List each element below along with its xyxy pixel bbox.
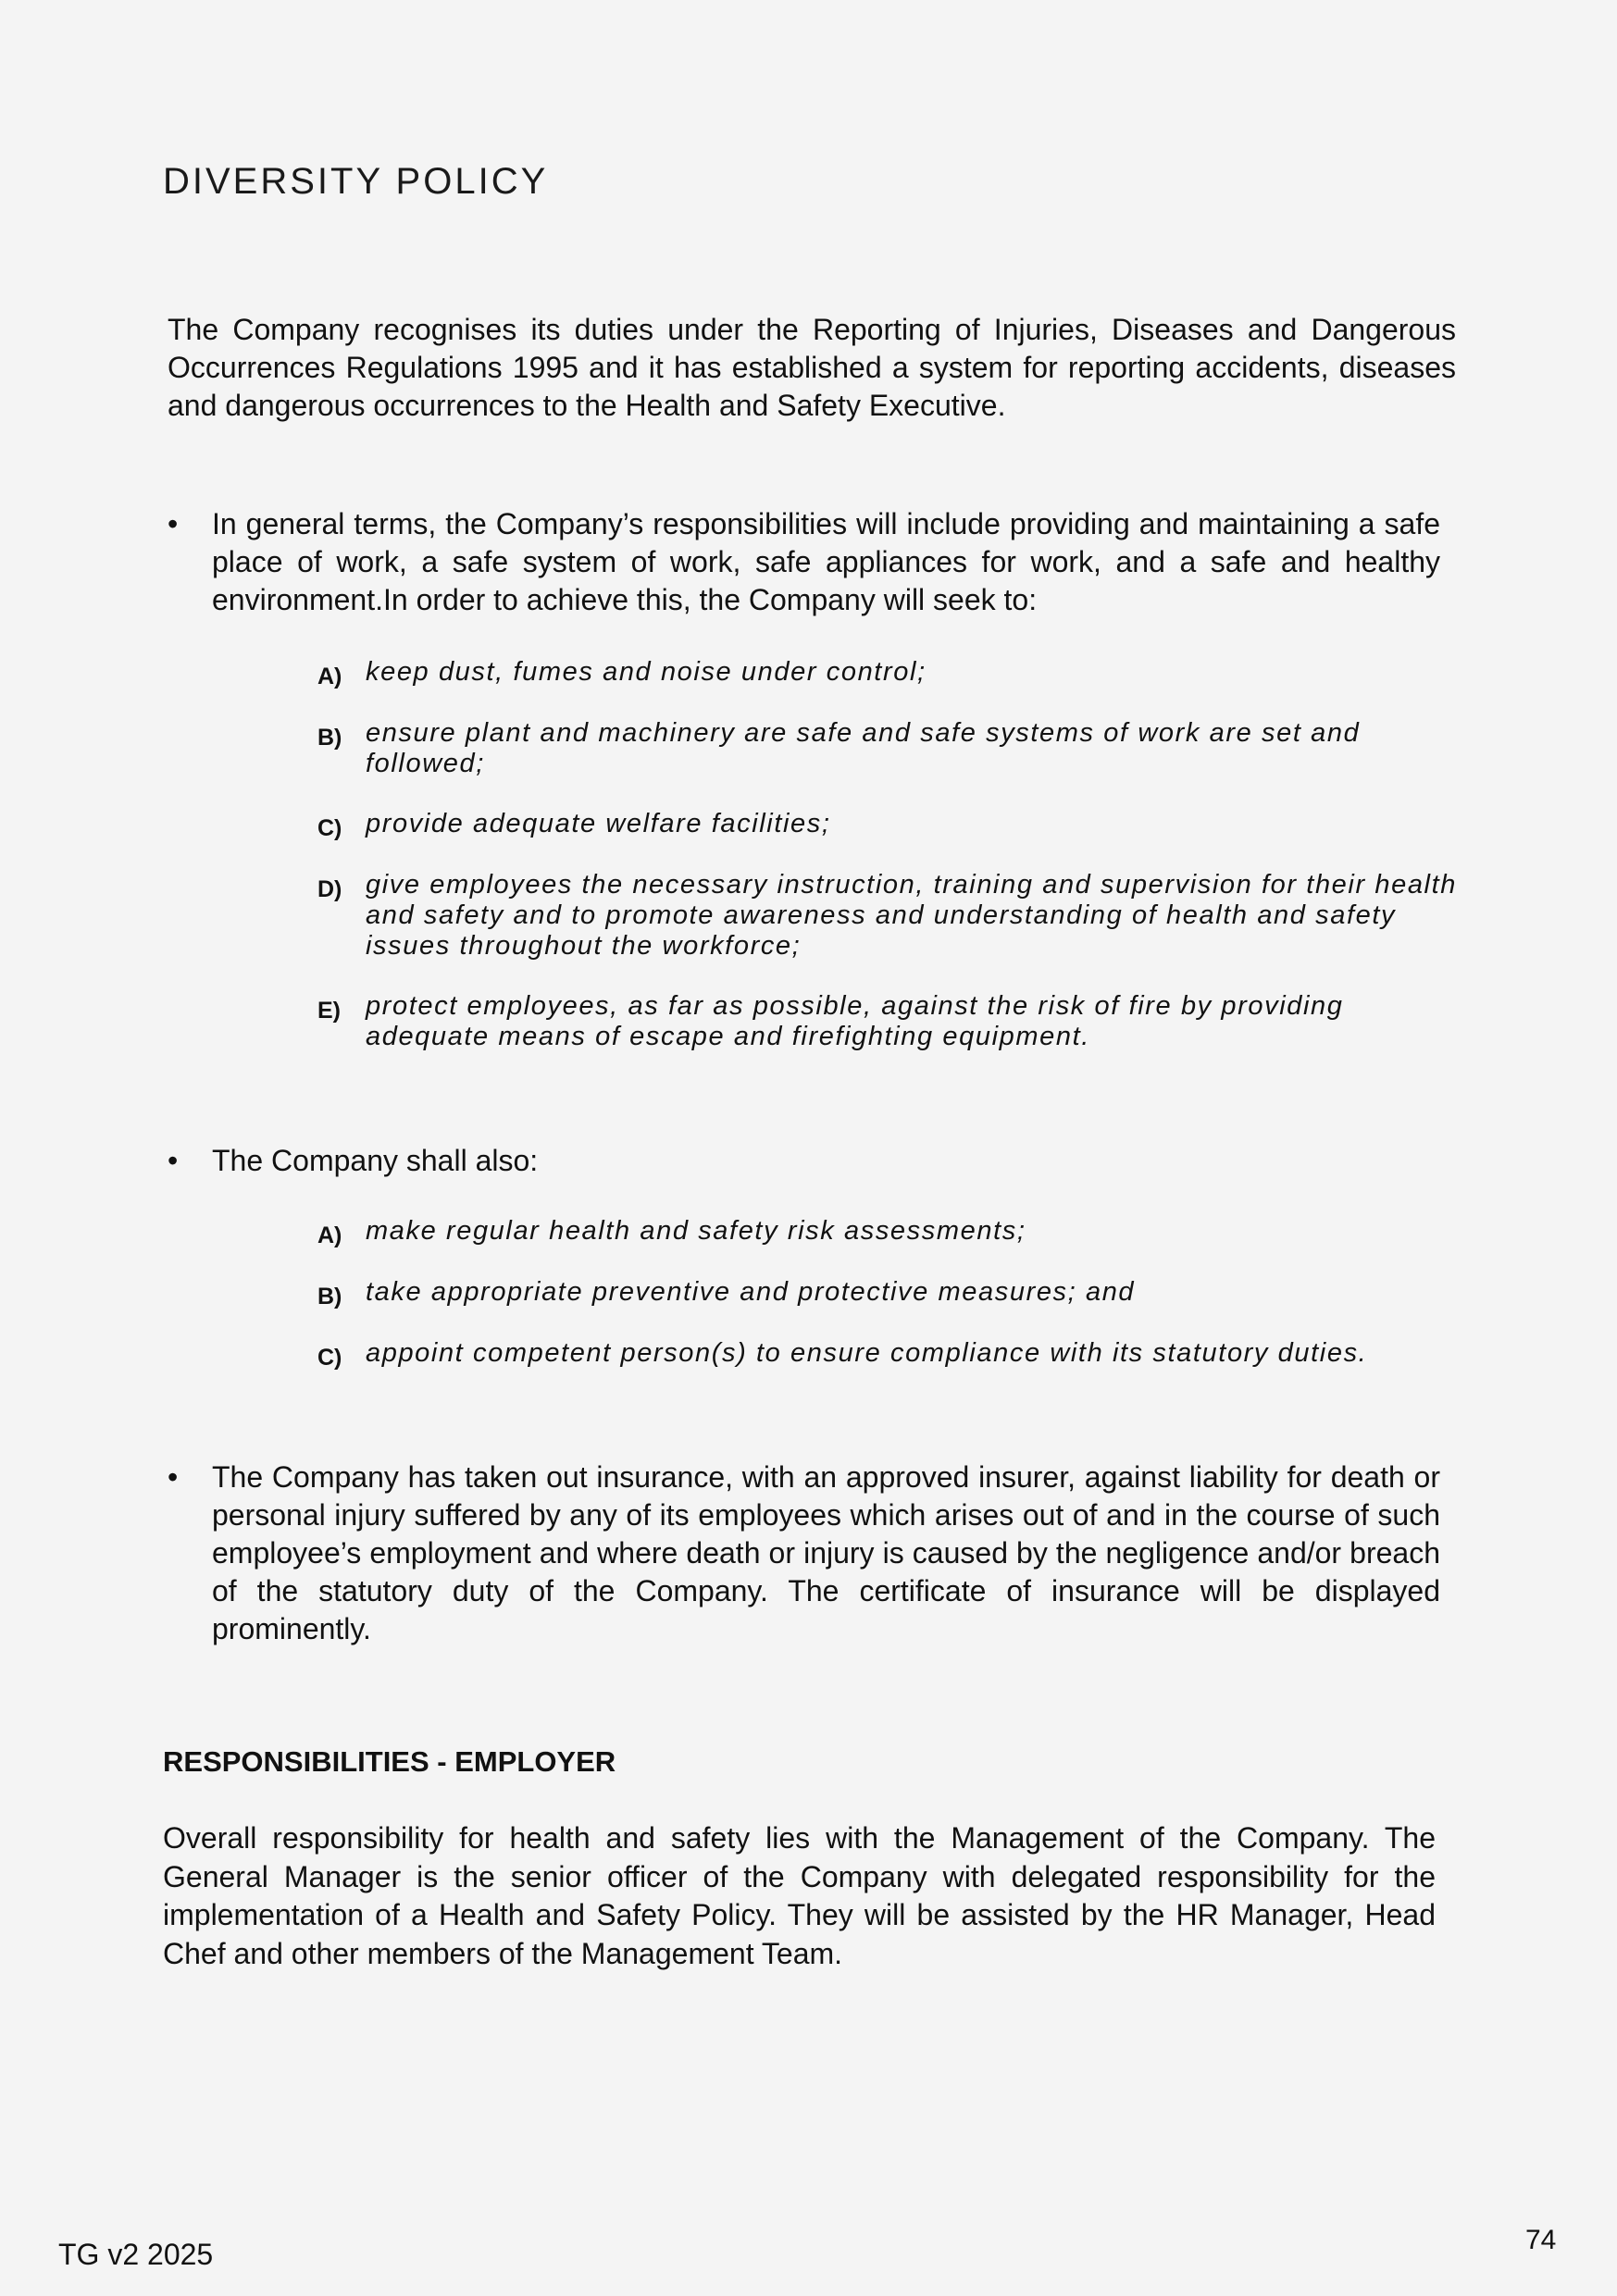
sublist-text: take appropriate preventive and protective measures; and bbox=[366, 1277, 1136, 1307]
bullet-icon: • bbox=[168, 1144, 179, 1177]
bullet-item bbox=[168, 1458, 1440, 1648]
sublist-text: protect employees, as far as possible, against the risk of fire by providing adequate means of escape and firefighting equipment. bbox=[366, 991, 1344, 1051]
sublist-text: keep dust, fumes and noise under control; bbox=[366, 657, 927, 687]
sublist-letter: D) bbox=[317, 876, 342, 902]
page-number: 74 bbox=[1525, 2225, 1557, 2255]
sublist-letter: A) bbox=[317, 1222, 342, 1248]
bullet-item bbox=[168, 505, 1440, 619]
page-title: DIVERSITY POLICY bbox=[163, 161, 549, 202]
sublist-item bbox=[317, 718, 1465, 779]
bullet-item bbox=[168, 1142, 1440, 1180]
sublist-text: ensure plant and machinery are safe and safe systems of work are set and followed; bbox=[366, 718, 1361, 778]
footer-version: TG v2 2025 bbox=[58, 2238, 214, 2271]
bullet-text: The Company shall also: bbox=[212, 1144, 539, 1177]
sublist-letter: C) bbox=[317, 1345, 342, 1371]
section-heading: RESPONSIBILITIES - EMPLOYER bbox=[163, 1745, 616, 1778]
sublist-item bbox=[317, 657, 1465, 692]
sublist-item bbox=[317, 1338, 1465, 1373]
sublist bbox=[317, 657, 1465, 1064]
sublist-item bbox=[317, 991, 1465, 1052]
sublist bbox=[317, 1216, 1465, 1401]
sublist-text: make regular health and safety risk assessments; bbox=[366, 1216, 1026, 1246]
sublist-text: appoint competent person(s) to ensure compliance with its statutory duties. bbox=[366, 1338, 1368, 1368]
sublist-item bbox=[317, 870, 1465, 962]
sublist-letter: B) bbox=[317, 725, 342, 751]
sublist-text: give employees the necessary instruction, training and supervision for their health and safety and to promote awareness and understanding of health and safety issues throughout the workforce; bbox=[366, 870, 1457, 961]
bullet-icon: • bbox=[168, 1460, 179, 1494]
sublist-item bbox=[317, 1216, 1465, 1251]
bullet-text: In general terms, the Company’s responsibilities will include providing and maintaining a safe place of work, a safe system of work, safe appliances for work, and a safe and healthy environment.In order to achieve this, the Company will seek to: bbox=[212, 507, 1440, 616]
sublist-item bbox=[317, 1277, 1465, 1312]
closing-paragraph: Overall responsibility for health and safety lies with the Management of the Company. The General Manager is the senior officer of the Company with delegated responsibility for the implementation of a Health and Safety Policy. They will be assisted by the HR Manager, Head Chef and other members of the Management Team. bbox=[163, 1821, 1436, 1970]
sublist-text: provide adequate welfare facilities; bbox=[366, 809, 831, 838]
sublist-letter: A) bbox=[317, 664, 342, 689]
sublist-letter: C) bbox=[317, 815, 342, 841]
sublist-letter: E) bbox=[317, 998, 341, 1024]
sublist-letter: B) bbox=[317, 1284, 342, 1309]
intro-paragraph: The Company recognises its duties under the Reporting of Injuries, Diseases and Dangerous Occurrences Regulations 1995 and it has established a system for reporting accidents, diseases and dangerous occurrences to the Health and Safety Executive. bbox=[168, 313, 1456, 422]
sublist-item bbox=[317, 809, 1465, 844]
bullet-text: The Company has taken out insurance, with an approved insurer, against liability for death or personal injury suffered by any of its employees which arises out of and in the course of such employee’s employment and where death or injury is caused by the negligence and/or breach of the statutory duty of the Company. The certificate of insurance will be displayed prominently. bbox=[212, 1460, 1440, 1645]
bullet-icon: • bbox=[168, 507, 179, 540]
